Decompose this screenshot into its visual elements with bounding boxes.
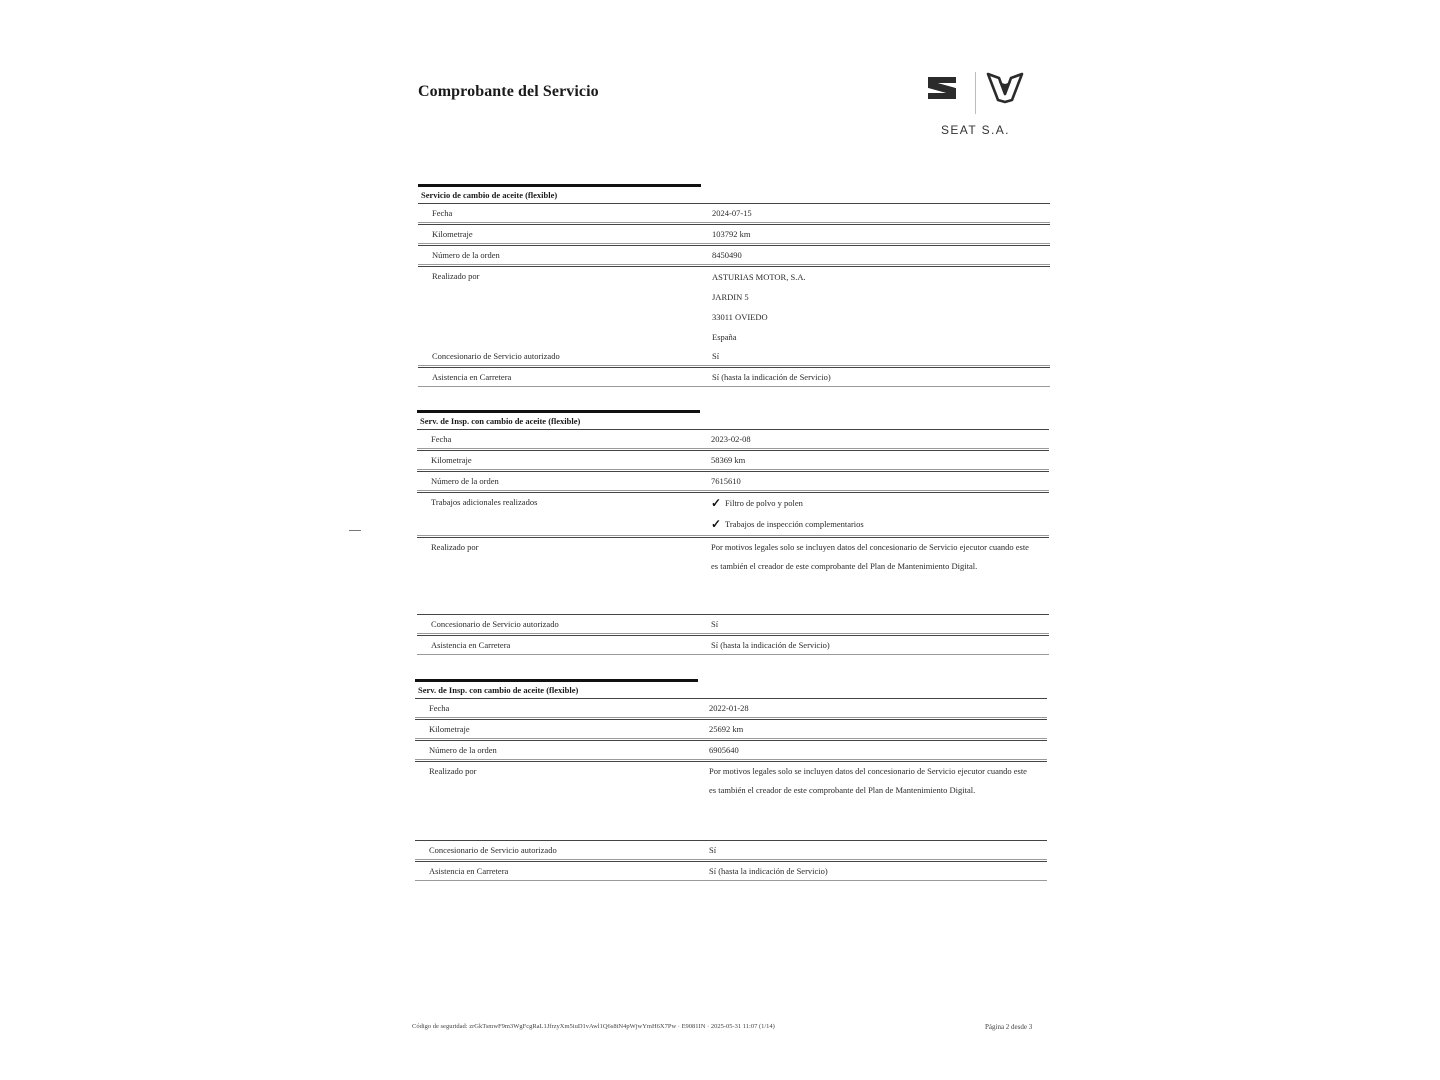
value-kilometraje: 103792 km — [712, 229, 751, 239]
label-asistencia: Asistencia en Carretera — [431, 640, 511, 650]
value-kilometraje: 58369 km — [711, 455, 746, 465]
value-realizado: Por motivos legales solo se incluyen datos del concesionario de Servicio ejecutor cuando este es también el creador de este comprobante del Plan de Mantenimiento Digital. — [709, 766, 1027, 795]
footer-page-number: Página 2 desde 3 — [985, 1023, 1033, 1031]
label-asistencia: Asistencia en Carretera — [432, 372, 512, 382]
value-concesionario: Sí — [712, 351, 720, 361]
row-orden — [415, 740, 1047, 760]
row-concesionario — [417, 614, 1049, 634]
trabajo-item — [711, 493, 1049, 514]
service-section-2 — [417, 410, 1049, 656]
value-concesionario: Sí — [709, 845, 717, 855]
row-realizado — [417, 537, 1049, 614]
section-heading: Servicio de cambio de aceite (flexible) — [418, 184, 701, 203]
logo-divider — [975, 72, 976, 114]
value-asistencia: Sí (hasta la indicación de Servicio) — [712, 372, 831, 382]
row-fecha — [415, 698, 1047, 718]
label-orden: Número de la orden — [431, 476, 499, 486]
company-name: SEAT S.A. — [941, 123, 1010, 137]
label-asistencia: Asistencia en Carretera — [429, 866, 509, 876]
row-realizado — [415, 761, 1047, 840]
brand-logos — [922, 66, 1032, 146]
value-realizado — [697, 267, 1050, 347]
value-kilometraje: 25692 km — [709, 724, 744, 734]
value-asistencia: Sí (hasta la indicación de Servicio) — [711, 640, 830, 650]
service-section-3 — [415, 679, 1047, 882]
label-kilometraje: Kilometraje — [431, 455, 472, 465]
value-fecha: 2023-02-08 — [711, 434, 751, 444]
label-concesionario: Concesionario de Servicio autorizado — [429, 845, 557, 855]
trabajo-item — [711, 514, 1049, 535]
value-orden: 6905640 — [709, 745, 739, 755]
label-kilometraje: Kilometraje — [432, 229, 473, 239]
value-realizado: Por motivos legales solo se incluyen datos del concesionario de Servicio ejecutor cuando este es también el creador de este comprobante del Plan de Mantenimiento Digital. — [711, 542, 1029, 571]
row-realizado — [418, 266, 1050, 347]
seat-logo-icon — [926, 74, 958, 102]
row-asistencia — [415, 861, 1047, 881]
section-heading: Serv. de Insp. con cambio de aceite (flexible) — [417, 410, 700, 429]
checkmark-icon: ✓ — [711, 517, 722, 531]
label-orden: Número de la orden — [429, 745, 497, 755]
dealer-country: España — [712, 332, 737, 342]
label-fecha: Fecha — [429, 703, 450, 713]
value-fecha: 2022-01-28 — [709, 703, 749, 713]
value-orden: 8450490 — [712, 250, 742, 260]
label-concesionario: Concesionario de Servicio autorizado — [431, 619, 559, 629]
row-fecha — [418, 203, 1050, 223]
row-fecha — [417, 429, 1049, 449]
label-realizado: Realizado por — [432, 271, 480, 281]
dealer-street: JARDIN 5 — [712, 292, 749, 302]
dealer-name: ASTURIAS MOTOR, S.A. — [712, 272, 806, 282]
footer-security-code: Código de seguridad: zrGkTsmwF9m3WgFcgRaL1JfrzyXm5iuD1vAwl1Q6s8tN4pWjwYmH6X7Pw · E9081IN · 2025-05-31 11:07 (1/14) — [412, 1023, 775, 1030]
value-fecha: 2024-07-15 — [712, 208, 752, 218]
row-kilometraje — [418, 224, 1050, 244]
label-realizado: Realizado por — [429, 766, 477, 776]
row-concesionario — [415, 840, 1047, 860]
row-asistencia — [417, 635, 1049, 655]
row-asistencia — [418, 367, 1050, 387]
label-trabajos: Trabajos adicionales realizados — [431, 497, 538, 507]
value-asistencia: Sí (hasta la indicación de Servicio) — [709, 866, 828, 876]
label-orden: Número de la orden — [432, 250, 500, 260]
row-kilometraje — [417, 450, 1049, 470]
row-orden — [418, 245, 1050, 265]
label-concesionario: Concesionario de Servicio autorizado — [432, 351, 560, 361]
section-heading: Serv. de Insp. con cambio de aceite (flexible) — [415, 679, 698, 698]
value-trabajos — [696, 493, 1049, 535]
row-concesionario — [418, 347, 1050, 366]
trabajo-text: Filtro de polvo y polen — [725, 498, 803, 508]
label-fecha: Fecha — [431, 434, 452, 444]
label-kilometraje: Kilometraje — [429, 724, 470, 734]
cupra-logo-icon — [986, 72, 1024, 104]
margin-mark — [349, 530, 361, 531]
value-orden: 7615610 — [711, 476, 741, 486]
checkmark-icon: ✓ — [711, 496, 722, 510]
document-title: Comprobante del Servicio — [418, 83, 599, 100]
row-kilometraje — [415, 719, 1047, 739]
trabajo-text: Trabajos de inspección complementarios — [725, 519, 864, 529]
label-realizado: Realizado por — [431, 542, 479, 552]
dealer-city: 33011 OVIEDO — [712, 312, 768, 322]
row-trabajos — [417, 492, 1049, 536]
row-orden — [417, 471, 1049, 491]
service-section-1 — [418, 184, 1050, 388]
label-fecha: Fecha — [432, 208, 453, 218]
value-concesionario: Sí — [711, 619, 719, 629]
